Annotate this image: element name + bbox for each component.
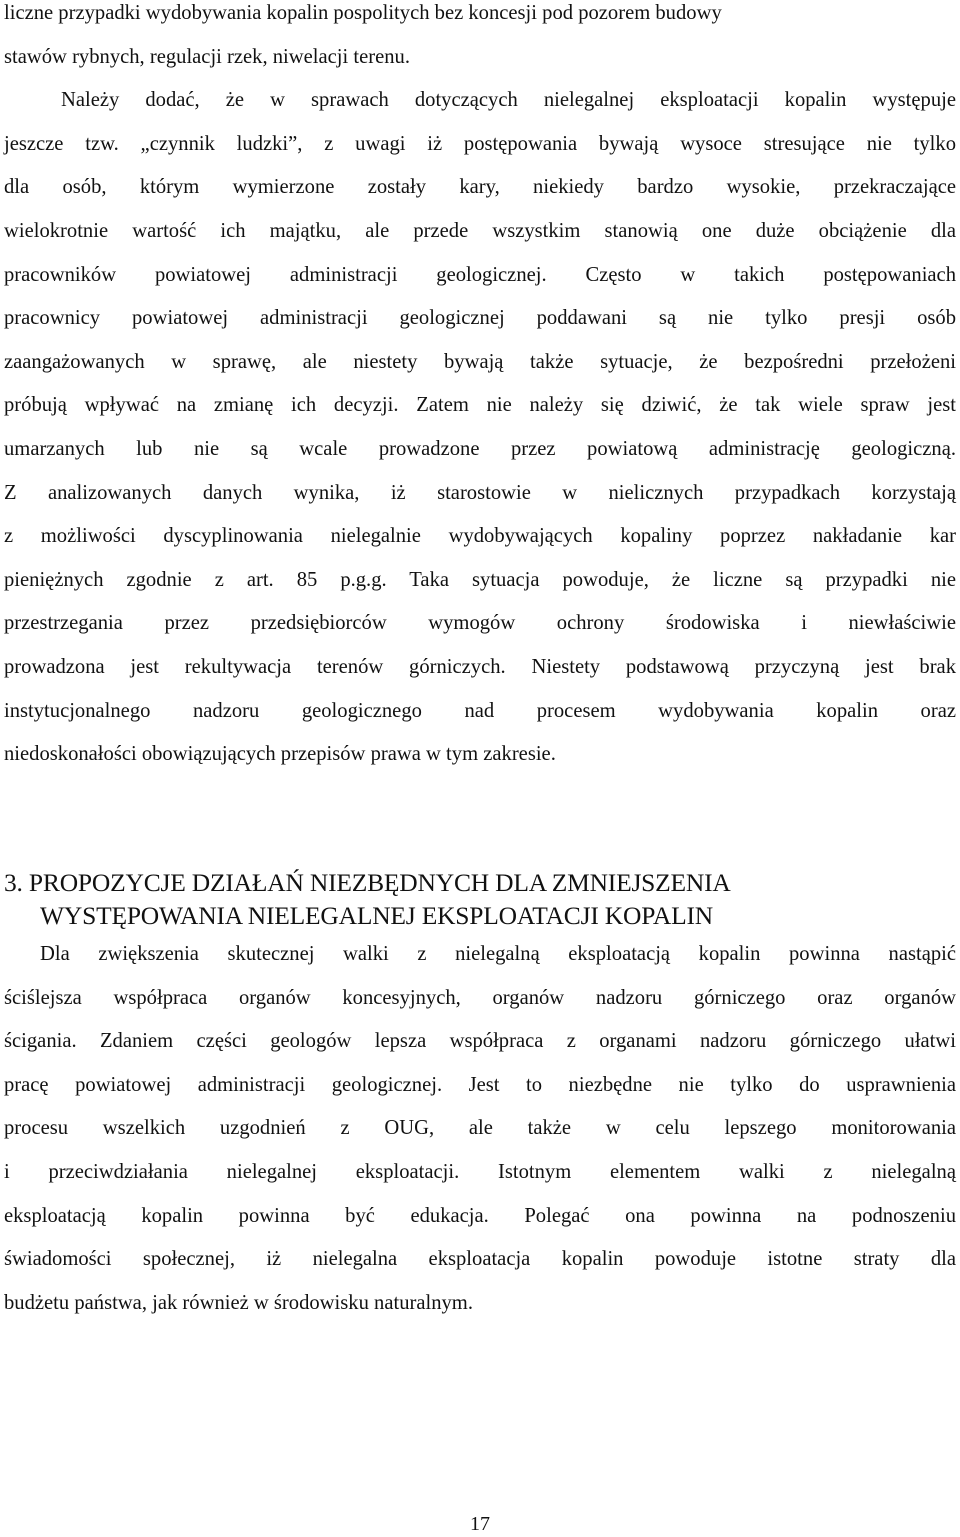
paragraph-line: pracownicy powiatowej administracji geologicznej poddawani są nie tylko presji osób bbox=[4, 307, 956, 330]
paragraph-line: próbują wpływać na zmianę ich decyzji. Zatem nie należy się dziwić, że tak wiele spraw jest bbox=[4, 394, 956, 417]
paragraph-line: Z analizowanych danych wynika, iż starostowie w nielicznych przypadkach korzystają bbox=[4, 481, 956, 504]
paragraph-line: stawów rybnych, regulacji rzek, niwelacji terenu. bbox=[4, 45, 410, 68]
page-number: 17 bbox=[470, 1513, 490, 1535]
paragraph-line: pracę powiatowej administracji geologicznej. Jest to niezbędne nie tylko do usprawnienia bbox=[4, 1073, 956, 1096]
paragraph-line: dla osób, którym wymierzone zostały kary, niekiedy bardzo wysokie, przekraczające bbox=[4, 176, 956, 199]
paragraph-line: liczne przypadki wydobywania kopalin pospolitych bez koncesji pod pozorem budowy bbox=[4, 2, 722, 24]
paragraph-line: wielokrotnie wartość ich majątku, ale przede wszystkim stanowią one duże obciążenie dla bbox=[4, 219, 956, 242]
paragraph-line: zaangażowanych w sprawę, ale niestety bywają także sytuacje, że bezpośredni przełożeni bbox=[4, 350, 956, 373]
paragraph-line: prowadzona jest rekultywacja terenów górniczych. Niestety podstawową przyczyną jest brak bbox=[4, 655, 956, 678]
paragraph-line: pieniężnych zgodnie z art. 85 p.g.g. Taka sytuacja powoduje, że liczne są przypadki nie bbox=[4, 568, 956, 591]
paragraph-line: i przeciwdziałania nielegalnej eksploatacji. Istotnym elementem walki z nielegalną bbox=[4, 1160, 956, 1183]
paragraph-line: niedoskonałości obowiązujących przepisów prawa w tym zakresie. bbox=[4, 743, 556, 766]
paragraph-line: eksploatacją kopalin powinna być edukacja. Polegać ona powinna na podnoszeniu bbox=[4, 1204, 956, 1227]
paragraph-line: procesu wszelkich uzgodnień z OUG, ale także w celu lepszego monitorowania bbox=[4, 1117, 956, 1140]
paragraph-line: instytucjonalnego nadzoru geologicznego nad procesem wydobywania kopalin oraz bbox=[4, 699, 956, 722]
body-paragraph bbox=[4, 0, 956, 777]
paragraph-line: umarzanych lub nie są wcale prowadzone przez powiatową administrację geologiczną. bbox=[4, 437, 956, 460]
paragraph-line: Dla zwiększenia skutecznej walki z nielegalną eksploatacją kopalin powinna nastąpić bbox=[40, 943, 956, 965]
paragraph-line: jeszcze tzw. „czynnik ludzki”, z uwagi iż postępowania bywają wysoce stresujące nie tylko bbox=[4, 132, 956, 155]
paragraph-line: z możliwości dyscyplinowania nielegalnie wydobywających kopaliny poprzez nakładanie kar bbox=[4, 525, 956, 548]
paragraph-line: Należy dodać, że w sprawach dotyczących nielegalnej eksploatacji kopalin występuje bbox=[61, 89, 956, 112]
paragraph-line: ściślejsza współpraca organów koncesyjnych, organów nadzoru górniczego oraz organów bbox=[4, 986, 956, 1009]
paragraph-line: świadomości społecznej, iż nielegalna eksploatacja kopalin powoduje istotne straty dla bbox=[4, 1248, 956, 1271]
body-paragraph bbox=[4, 933, 956, 1325]
paragraph-line: budżetu państwa, jak również w środowisku naturalnym. bbox=[4, 1291, 473, 1314]
section-heading-line: 3. PROPOZYCJE DZIAŁAŃ NIEZBĘDNYCH DLA ZMNIEJSZENIA bbox=[4, 868, 731, 897]
paragraph-line: przestrzegania przez przedsiębiorców wymogów ochrony środowiska i niewłaściwie bbox=[4, 612, 956, 635]
paragraph-line: pracowników powiatowej administracji geologicznej. Często w takich postępowaniach bbox=[4, 263, 956, 286]
section-heading-line: WYSTĘPOWANIA NIELEGALNEJ EKSPLOATACJI KOPALIN bbox=[40, 901, 713, 930]
paragraph-line: ścigania. Zdaniem części geologów lepsza współpraca z organami nadzoru górniczego ułatwi bbox=[4, 1030, 956, 1053]
section-heading bbox=[4, 866, 956, 932]
